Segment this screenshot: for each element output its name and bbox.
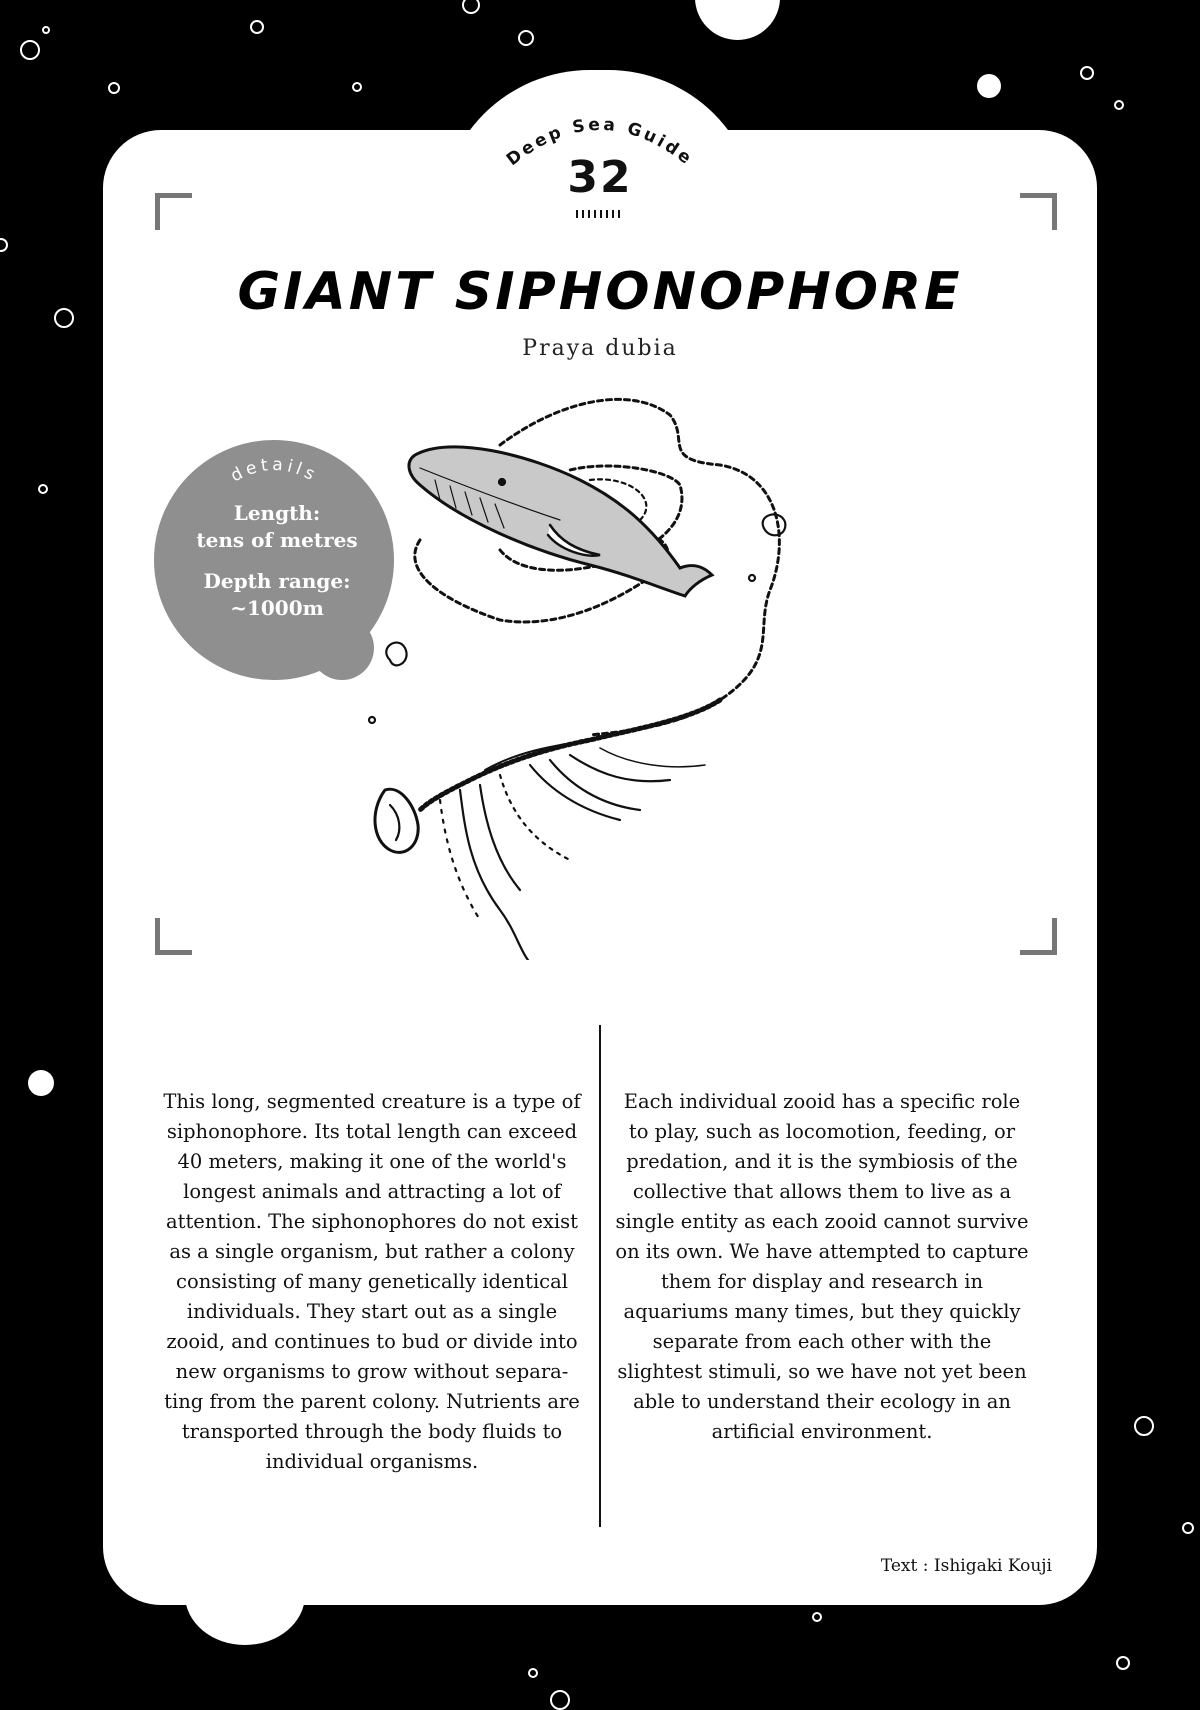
card-bump [185, 1545, 305, 1645]
bubble-icon [518, 30, 534, 46]
bubble-icon [42, 26, 50, 34]
corner-mark [155, 918, 192, 955]
bubble-icon [1134, 1416, 1154, 1436]
column-divider [599, 1025, 601, 1527]
bubble-icon [20, 40, 40, 60]
bubble-icon [695, 0, 780, 40]
bubble-icon [1080, 66, 1094, 80]
page-title: GIANT SIPHONOPHORE [237, 262, 963, 322]
bubble-icon [528, 1668, 538, 1678]
bubble-icon [550, 1690, 570, 1710]
bubble-icon [38, 484, 48, 494]
body-text-right: Each individual zooid has a specific role to play, such as locomotion, feeding, or predation, and it is the symbiosis of the collective that allows them to live as a single entity as each zooid cannot survive on its own. We have attempted to capture them for display and research in aquariums many times, but they quickly separate from each other with the slightest stimuli, so we have not yet been able to understand their ecology in an artificial environment. [615, 1090, 1029, 1443]
scientific-name: Praya dubia [522, 336, 678, 361]
corner-mark [1020, 918, 1057, 955]
siphonophore-illustration [360, 390, 880, 960]
bubble-icon [0, 238, 8, 252]
credit-line: Text : Ishigaki Kouji [880, 1556, 1052, 1576]
bubble-icon [462, 0, 480, 14]
bubble-icon [977, 74, 1001, 98]
bubble-icon [1116, 1656, 1130, 1670]
length-label: Length: [233, 501, 321, 525]
depth-label: Depth range: [203, 569, 351, 593]
bubble-icon [812, 1612, 822, 1622]
corner-mark [1020, 193, 1057, 230]
bubble-icon [250, 20, 264, 34]
bubble-icon [54, 308, 74, 328]
bubble-icon [28, 1070, 54, 1096]
issue-number: 32 [567, 152, 633, 203]
bubble-icon [352, 82, 362, 92]
corner-mark [155, 193, 192, 230]
depth-value: ~1000m [230, 596, 324, 620]
tick-marks [575, 210, 625, 218]
details-heading-text: details [227, 454, 322, 487]
body-text-left: This long, segmented creature is a type of siphonophore. Its total length can exceed 40 meters, making it one of the world's longest animals and attracting a lot of attention. The siphonophores do not exist as a single organism, but rather a colony consisting of many genetically identical individuals. They start out as a single zooid, and continues to bud or divide into new organisms to grow without separa-ting from the parent colony. Nutrients are transported through the body fluids to individual organisms. [163, 1090, 581, 1473]
bubble-icon [1182, 1522, 1194, 1534]
bubble-icon [1114, 100, 1124, 110]
length-value: tens of metres [196, 528, 358, 552]
series-label-text: Deep Sea Guide [502, 114, 698, 170]
bubble-icon [108, 82, 120, 94]
svg-text:details [228, 455, 322, 487]
